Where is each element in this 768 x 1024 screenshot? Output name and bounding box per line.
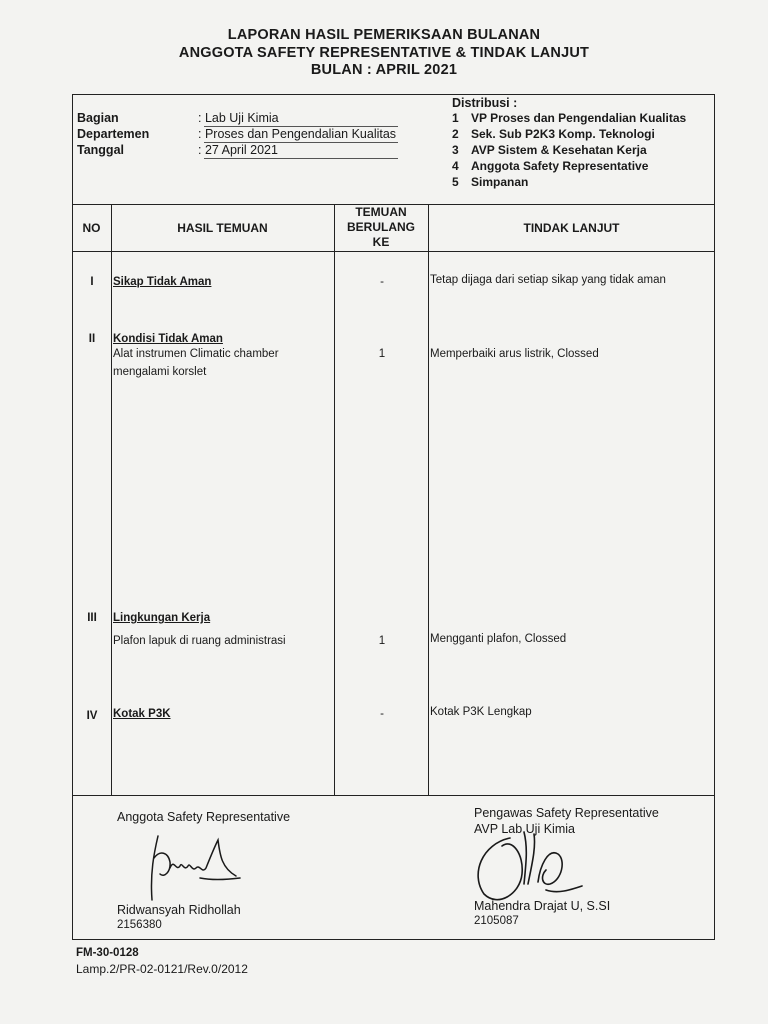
left-signer-id: 2156380 xyxy=(117,919,162,931)
col-divider-no xyxy=(111,204,112,795)
tanggal-label: Tanggal xyxy=(77,143,124,157)
form-reference: Lamp.2/PR-02-0121/Rev.0/2012 xyxy=(76,962,248,976)
row-title: Lingkungan Kerja xyxy=(113,612,211,624)
row-action: Kotak P3K Lengkap xyxy=(430,706,532,718)
right-signer-position: AVP Lab Uji Kimia xyxy=(474,822,575,836)
departemen-label: Departemen xyxy=(77,127,150,141)
col-header-temuan: TEMUAN BERULANG KE xyxy=(347,205,415,249)
right-signer-name: Mahendra Drajat U, S.SI xyxy=(474,899,611,913)
row-detail: mengalami korslet xyxy=(113,366,207,378)
left-signer-role: Anggota Safety Representative xyxy=(117,810,291,824)
col-header-tindak: TINDAK LANJUT xyxy=(523,221,620,235)
table-header-border xyxy=(72,251,715,252)
row-number: I xyxy=(90,276,94,288)
row-number: IV xyxy=(86,710,98,722)
row-repeat: - xyxy=(380,708,384,720)
distribusi-item: 4 Anggota Safety Representative xyxy=(452,159,649,173)
distribusi-title: Distribusi : xyxy=(452,96,518,110)
right-signer-role: Pengawas Safety Representative xyxy=(474,806,659,820)
row-title: Sikap Tidak Aman xyxy=(113,276,212,288)
departemen-value: : Proses dan Pengendalian Kualitas xyxy=(198,127,397,141)
row-number: III xyxy=(87,612,97,624)
row-title: Kotak P3K xyxy=(113,708,171,720)
distribusi-item: 2 Sek. Sub P2K3 Komp. Teknologi xyxy=(452,127,655,141)
tanggal-value: : 27 April 2021 xyxy=(198,143,278,157)
row-action: Memperbaiki arus listrik, Clossed xyxy=(430,348,599,360)
left-signer-name: Ridwansyah Ridhollah xyxy=(117,903,241,917)
row-number: II xyxy=(88,333,96,345)
report-month: BULAN : APRIL 2021 xyxy=(310,62,458,78)
row-detail: Alat instrumen Climatic chamber xyxy=(113,348,279,360)
tanggal-underline xyxy=(204,158,398,159)
report-title: LAPORAN HASIL PEMERIKSAAN BULANAN xyxy=(227,27,541,43)
col-header-no: NO xyxy=(82,221,101,235)
row-repeat: 1 xyxy=(378,348,386,360)
form-code: FM-30-0128 xyxy=(76,947,139,959)
row-action: Mengganti plafon, Clossed xyxy=(430,633,567,645)
report-subtitle: ANGGOTA SAFETY REPRESENTATIVE & TINDAK LANJUT xyxy=(178,45,590,61)
row-repeat: 1 xyxy=(378,635,386,647)
right-signer-id: 2105087 xyxy=(474,915,519,927)
row-action: Tetap dijaga dari setiap sikap yang tidak aman xyxy=(430,274,666,286)
distribusi-item: 3 AVP Sistem & Kesehatan Kerja xyxy=(452,143,647,157)
distribusi-item: 5 Simpanan xyxy=(452,175,529,189)
distribusi-item: 1 VP Proses dan Pengendalian Kualitas xyxy=(452,111,687,125)
col-divider-hasil xyxy=(334,204,335,795)
left-signature-icon xyxy=(140,828,250,908)
col-header-hasil: HASIL TEMUAN xyxy=(177,221,268,235)
row-repeat: - xyxy=(380,276,384,288)
bagian-label: Bagian xyxy=(77,111,119,125)
row-title: Kondisi Tidak Aman xyxy=(113,333,223,345)
bagian-value: : Lab Uji Kimia xyxy=(198,111,279,125)
table-bottom-border xyxy=(72,795,715,796)
col-divider-temuan xyxy=(428,204,429,795)
row-detail: Plafon lapuk di ruang administrasi xyxy=(113,635,286,647)
